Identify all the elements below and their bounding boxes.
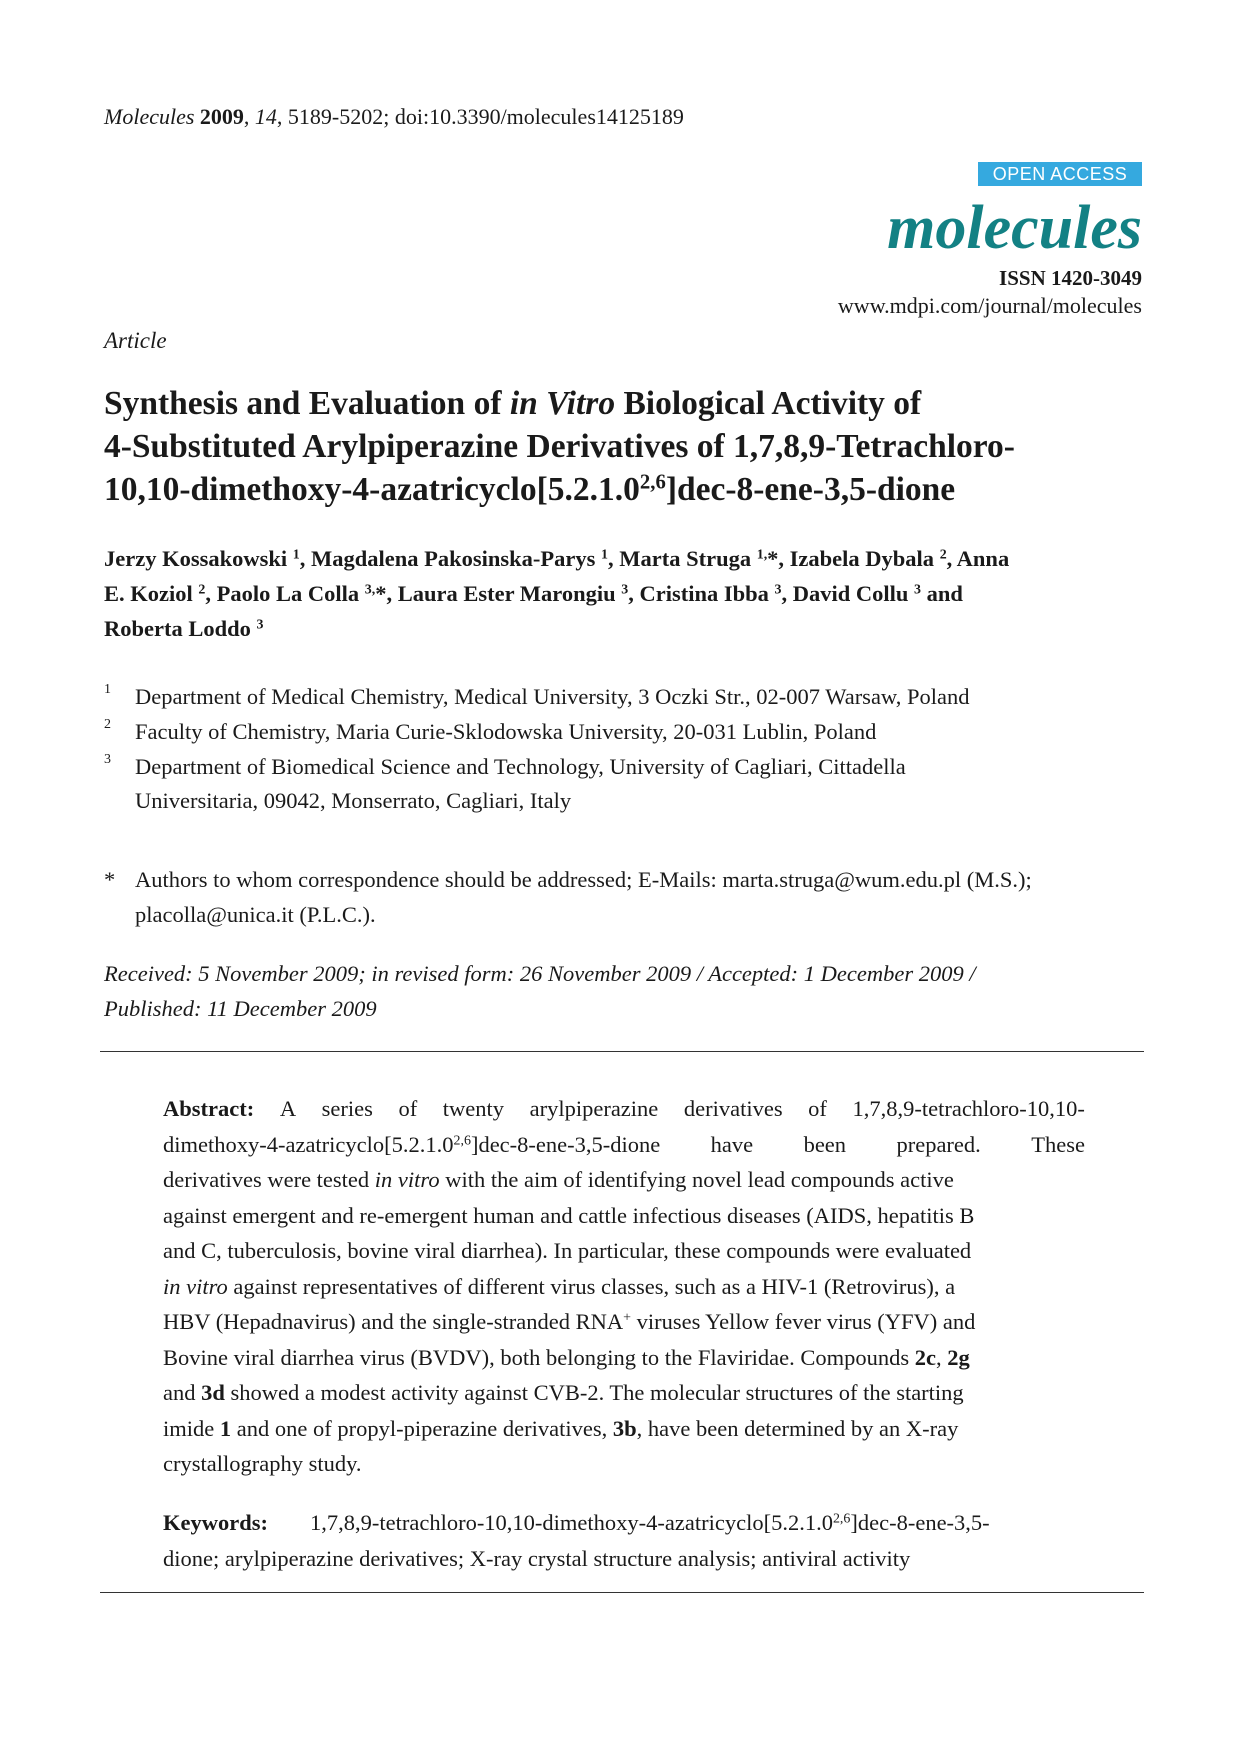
title-text: ]dec-8-ene-3,5-dione [665,471,956,508]
abstract-word: A [279,1096,297,1121]
compound-label: 3b [612,1415,637,1441]
author-affiliation-mark: 3 [621,582,629,598]
affiliation-number: 3 [104,752,111,767]
author-affiliation-mark: 1 [601,547,608,563]
author-affiliation-mark: 1, [756,547,768,563]
author-name: , Marta Struga [607,546,757,571]
abstract-text: imide [163,1415,220,1441]
abstract-word: been [803,1131,847,1157]
affiliation-number: 2 [104,717,111,732]
abstract-text: with the aim of identifying novel lead compounds active [439,1167,954,1192]
abstract-line: against emergent and re-emergent human and cattle infectious diseases (AIDS, hepatitis B [163,1202,975,1228]
abstract-text: against representatives of different virus classes, such as a HIV-1 (Retrovirus), a [227,1273,956,1299]
keywords-text: ]dec-8-ene-3,5- [850,1510,990,1535]
abstract-line [163,1162,1085,1198]
title-italic: in Vitro [509,385,616,422]
title-text: 10,10-dimethoxy-4-azatricyclo[5.2.1.0 [104,471,640,508]
author-line [104,611,1144,646]
abstract-word: 1,7,8,9-tetrachloro-10,10- [852,1096,1085,1121]
affiliation-number: 1 [104,682,111,697]
abstract-italic: in vitro [163,1273,228,1299]
keywords-line: dione; arylpiperazine derivatives; X-ray crystal structure analysis; antiviral activity [163,1545,911,1571]
abstract-text: , [936,1344,948,1370]
author-name: E. Koziol [104,581,199,606]
keywords-superscript: 2,6 [832,1511,851,1527]
author-name: , Magdalena Pakosinska-Parys [299,546,602,571]
title-text: Synthesis and Evaluation of [104,385,510,422]
abstract-text: , have been determined by an X-ray [636,1415,959,1441]
abstract-text: Bovine viral diarrhea virus (BVDV), both belonging to the Flaviridae. Compounds [163,1344,915,1370]
author-name: Roberta Loddo [104,616,257,641]
journal-website-link[interactable]: www.mdpi.com/journal/molecules [837,293,1142,318]
journal-logo: molecules [887,194,1142,262]
abstract-segment [163,1127,660,1163]
journal-year: 2009 [199,104,244,129]
issn: ISSN 1420-3049 [999,266,1142,290]
affiliation-line: Department of Biomedical Science and Technology, University of Cagliari, Cittadella [135,754,906,779]
author-name: , Anna [946,546,1010,571]
author-affiliation-mark: 3 [914,582,921,598]
abstract-word: prepared. [896,1131,981,1157]
compound-label: 2c [914,1344,937,1370]
author-affiliation-mark: 3 [774,582,782,598]
affiliation-line: Universitaria, 09042, Monserrato, Cagliari, Italy [135,788,572,813]
author-name: , Paolo La Colla [205,581,365,606]
abstract-word: of [398,1096,418,1121]
abstract-word: derivatives [683,1096,783,1121]
abstract-text: viruses Yellow fever virus (YFV) and [630,1309,976,1334]
correspondence-line: Authors to whom correspondence should be addressed; E-Mails: marta.struga@wum.edu.pl (M.S.); [135,867,1032,892]
abstract-word: have [710,1131,754,1157]
author-name: , David Collu [781,581,915,606]
paper-title [104,382,1144,511]
dates-line: Received: 5 November 2009; in revised form: 26 November 2009 / Accepted: 1 December 2009 / [104,961,976,986]
affiliation-text [135,750,1135,818]
correspondence-star: * [104,867,116,892]
abstract-line [163,1269,1085,1305]
abstract-superscript: 2,6 [453,1132,471,1148]
abstract-line [163,1091,1085,1127]
abstract-word: series [321,1096,373,1121]
divider-top [100,1051,1144,1052]
article-type: Article [104,328,167,353]
keywords [163,1505,1085,1576]
title-line [104,382,1144,425]
affiliation-text: Department of Medical Chemistry, Medical University, 3 Oczki Str., 02-007 Warsaw, Poland [135,684,970,709]
author-affiliation-mark: 3 [256,617,264,633]
abstract-word: arylpiperazine [529,1096,659,1121]
title-text: Biological Activity of [615,385,922,422]
journal-doi[interactable]: , 5189-5202; doi:10.3390/molecules14125189 [276,104,684,129]
author-name: *, Izabela Dybala [767,546,940,571]
abstract-word: twenty [442,1096,505,1121]
author-list [104,541,1144,646]
author-name: Jerzy Kossakowski [104,546,293,571]
author-affiliation-mark: 1 [292,547,300,563]
title-superscript: 2,6 [639,470,666,494]
abstract-line [163,1375,1085,1411]
journal-citation: Molecules 2009, 14, 5189-5202; doi:10.3390/molecules14125189 [104,104,684,129]
author-name: and [920,581,963,606]
journal-volume: 14 [254,104,277,129]
abstract-text: and [163,1380,202,1405]
abstract-line [163,1127,1085,1163]
keywords-line [163,1505,1085,1541]
abstract-line [163,1411,1085,1447]
abstract-word: These [1031,1131,1085,1157]
abstract-line: and C, tuberculosis, bovine viral diarrhea). In particular, these compounds were evaluated [163,1238,972,1263]
author-affiliation-mark: 3, [364,582,376,598]
abstract-text: ]dec-8-ene-3,5-dione [470,1131,661,1157]
abstract-label: Abstract: [163,1096,255,1121]
keywords-text: 1,7,8,9-tetrachloro-10,10-dimethoxy-4-azatricyclo[5.2.1.0 [310,1510,833,1535]
correspondence-line: placolla@unica.it (P.L.C.). [135,902,376,927]
title-line [104,468,1144,511]
open-access-badge: OPEN ACCESS [978,162,1142,186]
compound-label: 2g [947,1344,970,1370]
abstract-italic: in vitro [374,1167,440,1192]
author-affiliation-mark: 2 [198,582,206,598]
compound-label: 3d [201,1380,225,1405]
abstract [163,1091,1085,1482]
publication-dates [104,956,1144,1026]
compound-label: 1 [219,1415,232,1441]
title-line: 4-Substituted Arylpiperazine Derivatives of 1,7,8,9-Tetrachloro- [104,428,1015,465]
keywords-label: Keywords: [163,1510,268,1535]
abstract-text: and one of propyl-piperazine derivatives, [231,1415,613,1441]
journal-name: Molecules [104,104,195,129]
affiliation-text: Faculty of Chemistry, Maria Curie-Sklodowska University, 20-031 Lublin, Poland [135,719,877,744]
abstract-superscript: + [623,1310,631,1326]
author-line [104,576,1144,611]
abstract-text: showed a modest activity against CVB-2. The molecular structures of the starting [224,1380,964,1405]
dates-line: Published: 11 December 2009 [104,996,377,1021]
divider-bottom [100,1592,1144,1593]
author-affiliation-mark: 2 [939,547,947,563]
correspondence-text [135,862,1145,932]
author-name: , Cristina Ibba [628,581,775,606]
abstract-word: of [808,1096,827,1121]
abstract-text: HBV (Hepadnavirus) and the single-stranded RNA [163,1309,624,1334]
abstract-line: crystallography study. [163,1451,362,1476]
abstract-text: derivatives were tested [163,1167,375,1192]
abstract-line [163,1340,1085,1376]
abstract-text: dimethoxy-4-azatricyclo[5.2.1.0 [163,1131,454,1157]
author-line [104,541,1144,576]
author-name: *, Laura Ester Marongiu [375,581,622,606]
abstract-line [163,1304,1085,1340]
